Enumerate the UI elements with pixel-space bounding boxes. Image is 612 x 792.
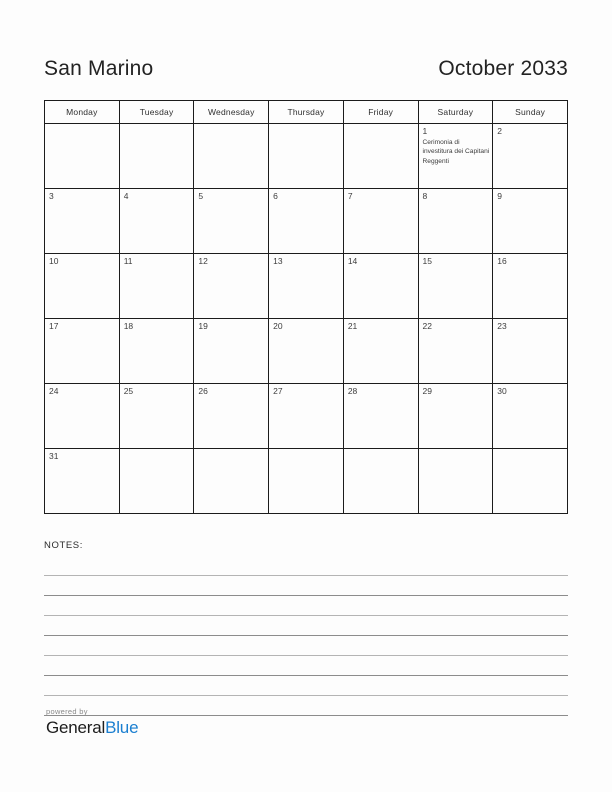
day-number: 3: [49, 191, 54, 201]
calendar-day-cell[interactable]: [45, 189, 120, 254]
calendar-empty-cell: [343, 449, 418, 514]
notes-line[interactable]: [44, 656, 568, 676]
calendar-empty-cell: [119, 124, 194, 189]
day-number: 22: [422, 321, 432, 331]
calendar-day-cell[interactable]: [119, 254, 194, 319]
calendar-day-cell[interactable]: [269, 384, 344, 449]
calendar-day-cell[interactable]: [418, 319, 493, 384]
day-number: 31: [49, 451, 59, 461]
calendar-empty-cell: [269, 449, 344, 514]
calendar-empty-cell: [493, 449, 568, 514]
notes-line[interactable]: [44, 556, 568, 576]
notes-line[interactable]: [44, 576, 568, 596]
calendar-day-cell[interactable]: [45, 449, 120, 514]
day-number: 19: [198, 321, 208, 331]
brand-name-blue: Blue: [105, 717, 139, 737]
day-number: 5: [198, 191, 204, 201]
powered-by-label: powered by: [46, 707, 88, 716]
day-number: 14: [347, 256, 358, 266]
day-number: 26: [198, 386, 208, 396]
notes-line[interactable]: [44, 636, 568, 656]
weekday-header-saturday: Saturday: [418, 101, 493, 124]
calendar-day-cell[interactable]: [194, 189, 269, 254]
day-number: 29: [422, 386, 432, 396]
calendar-day-cell[interactable]: [269, 319, 344, 384]
calendar-empty-cell: [269, 124, 344, 189]
calendar-day-cell[interactable]: [493, 384, 568, 449]
calendar-day-cell[interactable]: [493, 124, 568, 189]
calendar-day-cell[interactable]: [269, 189, 344, 254]
calendar-day-cell[interactable]: [45, 384, 120, 449]
calendar-empty-cell: [194, 124, 269, 189]
day-number: 16: [497, 256, 507, 266]
calendar-week-row: [45, 254, 568, 319]
calendar-day-cell[interactable]: [194, 319, 269, 384]
notes-label: NOTES:: [44, 540, 83, 551]
calendar-week-row: [45, 319, 568, 384]
notes-line[interactable]: [44, 676, 568, 696]
month-year-title: October 2033: [438, 57, 568, 80]
day-number: 28: [347, 386, 358, 396]
weekday-header-row: [45, 101, 568, 124]
calendar-day-cell[interactable]: [418, 124, 493, 189]
calendar-week-row: [45, 189, 568, 254]
weekday-header-friday: Friday: [343, 101, 418, 124]
notes-line[interactable]: [44, 616, 568, 636]
day-number: 7: [347, 191, 353, 201]
generalblue-logo: [46, 719, 138, 736]
day-number: 13: [273, 256, 283, 266]
calendar-day-cell[interactable]: [343, 319, 418, 384]
day-number: 11: [123, 256, 133, 266]
calendar-week-row: [45, 384, 568, 449]
day-number: 2: [497, 126, 502, 136]
calendar-day-cell[interactable]: [119, 319, 194, 384]
weekday-header-monday: Monday: [45, 101, 120, 124]
brand-name-general: General: [46, 717, 106, 737]
day-number: 15: [422, 256, 432, 266]
holiday-event-label: Cerimonia di investitura dei Capitani Reggenti: [422, 139, 490, 165]
calendar-day-cell[interactable]: [194, 254, 269, 319]
day-number: 17: [49, 321, 59, 331]
notes-line[interactable]: [44, 596, 568, 616]
day-number: 18: [123, 321, 134, 331]
calendar-grid: [44, 100, 568, 514]
calendar-empty-cell: [343, 124, 418, 189]
weekday-header-tuesday: Tuesday: [119, 101, 194, 124]
calendar-day-cell[interactable]: [493, 319, 568, 384]
calendar-day-cell[interactable]: [418, 384, 493, 449]
calendar-empty-cell: [418, 449, 493, 514]
day-number: 8: [422, 191, 428, 201]
notes-lines[interactable]: [44, 556, 568, 716]
day-number: 27: [273, 386, 283, 396]
calendar-day-cell[interactable]: [343, 384, 418, 449]
calendar-day-cell[interactable]: [194, 384, 269, 449]
day-number: 12: [198, 256, 208, 266]
day-number: 9: [497, 191, 502, 201]
calendar-empty-cell: [194, 449, 269, 514]
calendar-day-cell[interactable]: [418, 189, 493, 254]
calendar-day-cell[interactable]: [418, 254, 493, 319]
footer-branding: [46, 708, 138, 736]
day-number: 1: [422, 126, 428, 136]
calendar-day-cell[interactable]: [343, 189, 418, 254]
calendar-day-cell[interactable]: [45, 319, 120, 384]
page-title: San Marino: [44, 57, 154, 80]
calendar-day-cell[interactable]: [119, 384, 194, 449]
weekday-header-wednesday: Wednesday: [194, 101, 269, 124]
day-number: 24: [49, 386, 59, 396]
calendar-week-row: [45, 124, 568, 189]
calendar-day-cell[interactable]: [119, 189, 194, 254]
calendar-day-cell[interactable]: [269, 254, 344, 319]
day-number: 25: [123, 386, 134, 396]
day-number: 6: [273, 191, 278, 201]
calendar-body: [45, 124, 568, 514]
calendar-day-cell[interactable]: [45, 254, 120, 319]
notes-section: [44, 540, 568, 716]
calendar-day-cell[interactable]: [493, 254, 568, 319]
day-number: 23: [497, 321, 507, 331]
calendar-week-row: [45, 449, 568, 514]
calendar-day-cell[interactable]: [343, 254, 418, 319]
day-number: 21: [347, 321, 358, 331]
day-number: 30: [497, 386, 507, 396]
calendar-day-cell[interactable]: [493, 189, 568, 254]
day-number: 20: [273, 321, 283, 331]
calendar-empty-cell: [45, 124, 120, 189]
day-number: 10: [49, 256, 59, 266]
weekday-header-sunday: Sunday: [493, 101, 568, 124]
calendar-empty-cell: [119, 449, 194, 514]
page-header: [44, 48, 568, 90]
weekday-header-thursday: Thursday: [269, 101, 344, 124]
day-number: 4: [123, 191, 129, 201]
